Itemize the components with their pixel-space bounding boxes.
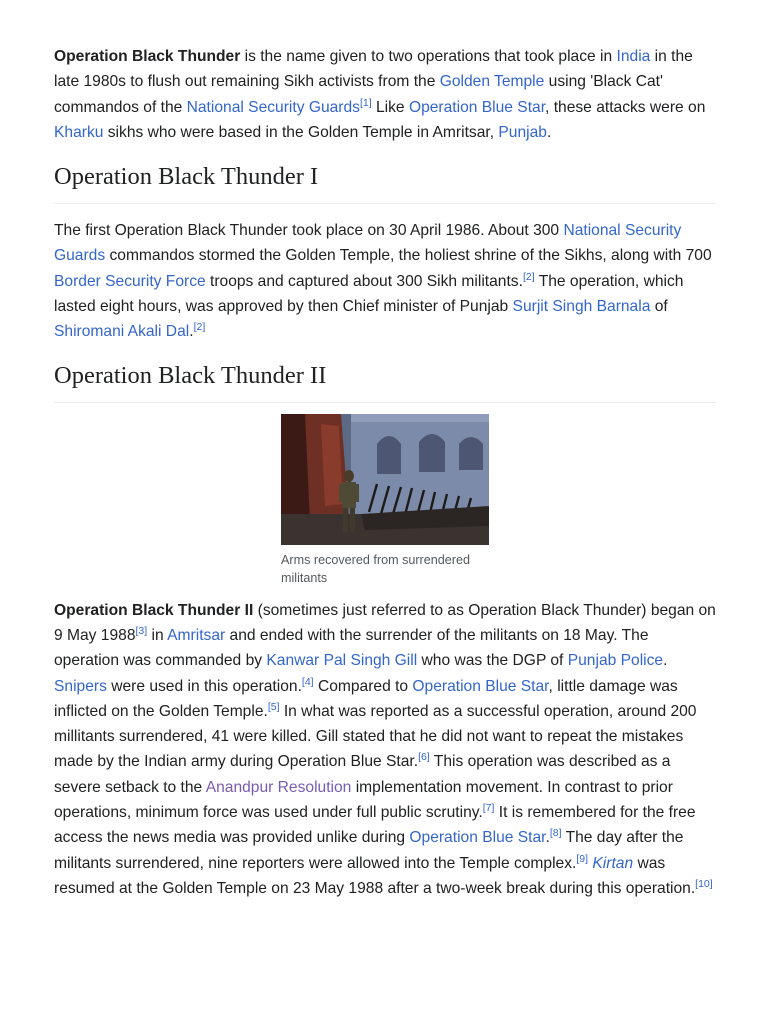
- text-run: commandos stormed the Golden Temple, the holiest shrine of the Sikhs, along with 700: [105, 247, 712, 265]
- ref-6[interactable]: [418, 751, 430, 763]
- ref-6-link[interactable]: [6]: [418, 751, 430, 764]
- ref-5-link[interactable]: [5]: [267, 700, 280, 713]
- article-content: [54, 44, 716, 901]
- ref-1[interactable]: [360, 97, 372, 109]
- ref-9[interactable]: [576, 853, 588, 865]
- text-run: and ended with the surrender of the militants on 18 May. The operation was commanded by: [54, 626, 649, 670]
- text-run: .: [663, 652, 668, 670]
- text-run: in: [147, 626, 168, 644]
- ref-2[interactable]: [194, 321, 206, 333]
- text-run: It is remembered for the free access the news media was provided unlike during: [54, 804, 696, 847]
- link-surjit-singh-barnala[interactable]: Surjit Singh Barnala: [512, 298, 651, 316]
- intro-bold-term: Operation Black Thunder: [54, 48, 241, 65]
- text-run: Like: [371, 98, 409, 116]
- text-run: This operation was described as a severe setback to the: [54, 753, 671, 796]
- link-snipers[interactable]: Snipers: [54, 677, 107, 695]
- link-punjab[interactable]: Punjab: [498, 123, 547, 141]
- figure-photo[interactable]: [281, 414, 489, 545]
- text-run: were used in this operation.: [106, 677, 302, 695]
- ref-10-link[interactable]: [10]: [695, 877, 713, 890]
- text-run: In what was reported as a successful operation, around 200 millitants surrendered, 41 were killed. Gill stated that he did not want to repeat the mistakes made by the Indian army during Operation Blue Star.: [54, 702, 697, 771]
- link-kharku[interactable]: Kharku: [54, 123, 104, 141]
- section2-paragraph: [54, 598, 716, 902]
- link-national-security-guards[interactable]: National Security Guards: [54, 222, 682, 265]
- ref-1-link[interactable]: [1]: [359, 96, 372, 109]
- text-run: in the late 1980s to flush out remaining Sikh activists from the: [54, 48, 693, 91]
- text-run: (sometimes just referred to as Operation Black Thunder) began on 9 May 1988: [54, 601, 716, 644]
- link-anandpur-resolution[interactable]: Anandpur Resolution: [205, 778, 352, 796]
- link-golden-temple[interactable]: Golden Temple: [439, 73, 545, 91]
- text-run: of: [650, 298, 668, 316]
- ref-2[interactable]: [523, 271, 535, 283]
- text-run: Compared to: [313, 677, 413, 695]
- link-amritsar[interactable]: Amritsar: [167, 626, 226, 644]
- ref-3[interactable]: [136, 625, 148, 637]
- text-run: using 'Black Cat' commandos of the: [54, 73, 663, 116]
- link-shiromani-akali-dal[interactable]: Shiromani Akali Dal: [54, 323, 190, 341]
- figure-caption: Arms recovered from surrendered militants: [281, 552, 470, 586]
- ref-8[interactable]: [550, 827, 562, 839]
- intro-paragraph: [54, 44, 716, 145]
- ref-7-link[interactable]: [7]: [482, 802, 495, 815]
- text-run: .: [546, 123, 552, 141]
- text-run: who was the DGP of: [417, 652, 568, 670]
- link-operation-blue-star[interactable]: Operation Blue Star: [408, 98, 546, 116]
- link-kirtan[interactable]: [592, 855, 633, 872]
- section-heading-black-thunder-2: Operation Black Thunder II: [54, 361, 716, 403]
- link-operation-blue-star[interactable]: Operation Blue Star: [412, 677, 549, 695]
- link-operation-blue-star[interactable]: Operation Blue Star: [409, 829, 546, 847]
- ref-2-link[interactable]: [2]: [522, 270, 535, 283]
- ref-3-link[interactable]: [3]: [135, 624, 148, 637]
- text-run: was resumed at the Golden Temple on 23 May 1988 after a two-week break during this operation.: [54, 854, 696, 897]
- text-run: is the name given to two operations that took place in: [240, 48, 617, 65]
- ref-10[interactable]: [695, 878, 713, 890]
- text-run: , these attacks were on: [545, 98, 706, 116]
- section-heading-black-thunder-1: Operation Black Thunder I: [54, 162, 716, 204]
- ref-4-link[interactable]: [4]: [301, 675, 314, 688]
- figure: [281, 414, 489, 588]
- ref-7[interactable]: [483, 802, 495, 814]
- text-run: The first Operation Black Thunder took place on 30 April 1986. About 300: [54, 222, 564, 240]
- text-run: The operation, which lasted eight hours, was approved by then Chief minister of Punjab: [54, 272, 684, 316]
- text-run: .: [545, 829, 550, 847]
- ref-9-link[interactable]: [9]: [576, 852, 589, 865]
- text-run: sikhs who were based in the Golden Temple in Amritsar,: [103, 123, 499, 141]
- link-india[interactable]: India: [616, 48, 651, 65]
- link-punjab-police[interactable]: Punjab Police: [567, 652, 664, 670]
- ref-4[interactable]: [302, 676, 314, 688]
- kirtan-italic: Kirtan: [592, 854, 634, 872]
- text-run: .: [189, 323, 194, 341]
- link-kanwar-pal-singh-gill[interactable]: Kanwar Pal Singh Gill: [266, 652, 418, 670]
- text-run: implementation movement. In contrast to prior operations, minimum force was used under full public scrutiny.: [54, 778, 673, 822]
- text-run: troops and captured about 300 Sikh militants.: [205, 272, 523, 290]
- link-border-security-force[interactable]: Border Security Force: [54, 272, 206, 290]
- text-run: The day after the militants surrendered, nine reporters were allowed into the Temple complex.: [54, 829, 684, 872]
- section1-paragraph: [54, 218, 716, 344]
- text-run: , little damage was inflicted on the Golden Temple.: [54, 677, 678, 720]
- ref-8-link[interactable]: [8]: [549, 827, 562, 840]
- link-national-security-guards[interactable]: National Security Guards: [186, 98, 360, 116]
- ref-5[interactable]: [268, 701, 280, 713]
- ref-2-link[interactable]: [2]: [193, 321, 206, 334]
- section2-bold-term: Operation Black Thunder II: [54, 601, 254, 619]
